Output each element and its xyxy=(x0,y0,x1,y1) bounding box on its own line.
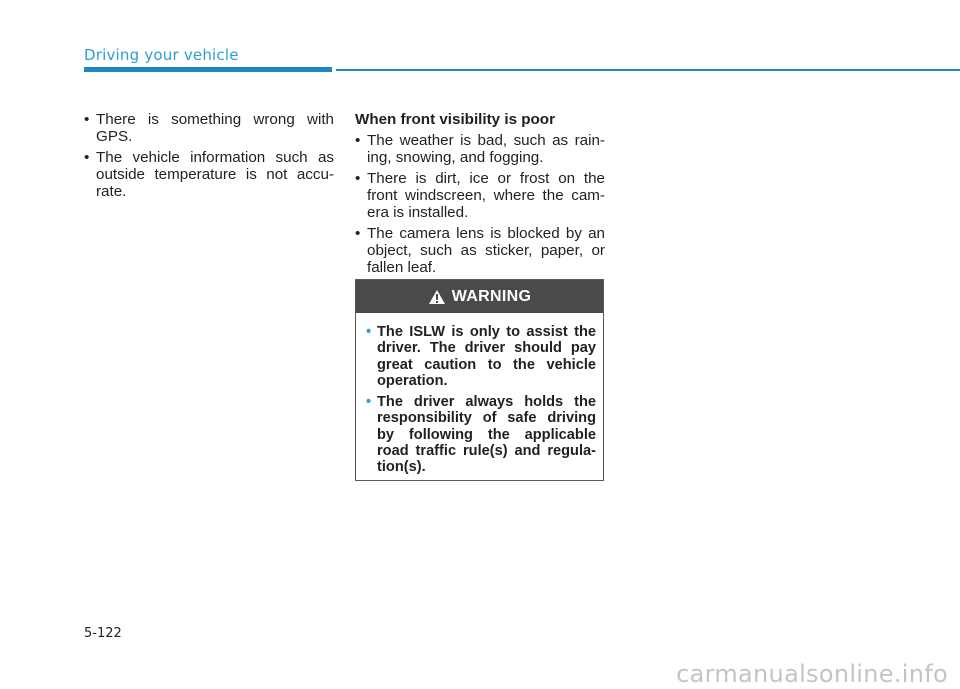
warning-list xyxy=(366,324,596,476)
warning-triangle-icon xyxy=(428,289,446,305)
list-item: • There is dirt, ice or frost on the front windscreen, where the cam-era is installed. xyxy=(355,170,605,221)
left-column xyxy=(84,111,334,204)
list-item: • There is something wrong with GPS. xyxy=(84,111,334,145)
warning-title: WARNING xyxy=(451,287,532,305)
list-item: • The vehicle information such as outside temperature is not accu-rate. xyxy=(84,149,334,200)
middle-bullet-list xyxy=(355,132,605,276)
left-bullet-list xyxy=(84,111,334,200)
middle-column xyxy=(355,111,605,280)
section-title: Driving your vehicle xyxy=(84,46,239,64)
subheading: When front visibility is poor xyxy=(355,111,555,128)
warning-box xyxy=(355,279,604,481)
list-item: • The weather is bad, such as rain-ing, snowing, and fogging. xyxy=(355,132,605,166)
header-rule-thick xyxy=(84,67,332,72)
warning-header xyxy=(356,280,603,313)
warning-body xyxy=(356,313,603,476)
watermark: carmanualsonline.info xyxy=(676,660,948,688)
list-item: • The ISLW is only to assist the driver. The driver should pay great caution to the vehicle operation. xyxy=(366,324,596,389)
header-rule-thin xyxy=(336,69,960,71)
list-item: • The driver always holds the responsibility of safe driving by following the applicable road traffic rule(s) and regula-tion(s). xyxy=(366,394,596,476)
page-number: 5-122 xyxy=(84,626,122,641)
list-item: • The camera lens is blocked by an object, such as sticker, paper, or fallen leaf. xyxy=(355,225,605,276)
